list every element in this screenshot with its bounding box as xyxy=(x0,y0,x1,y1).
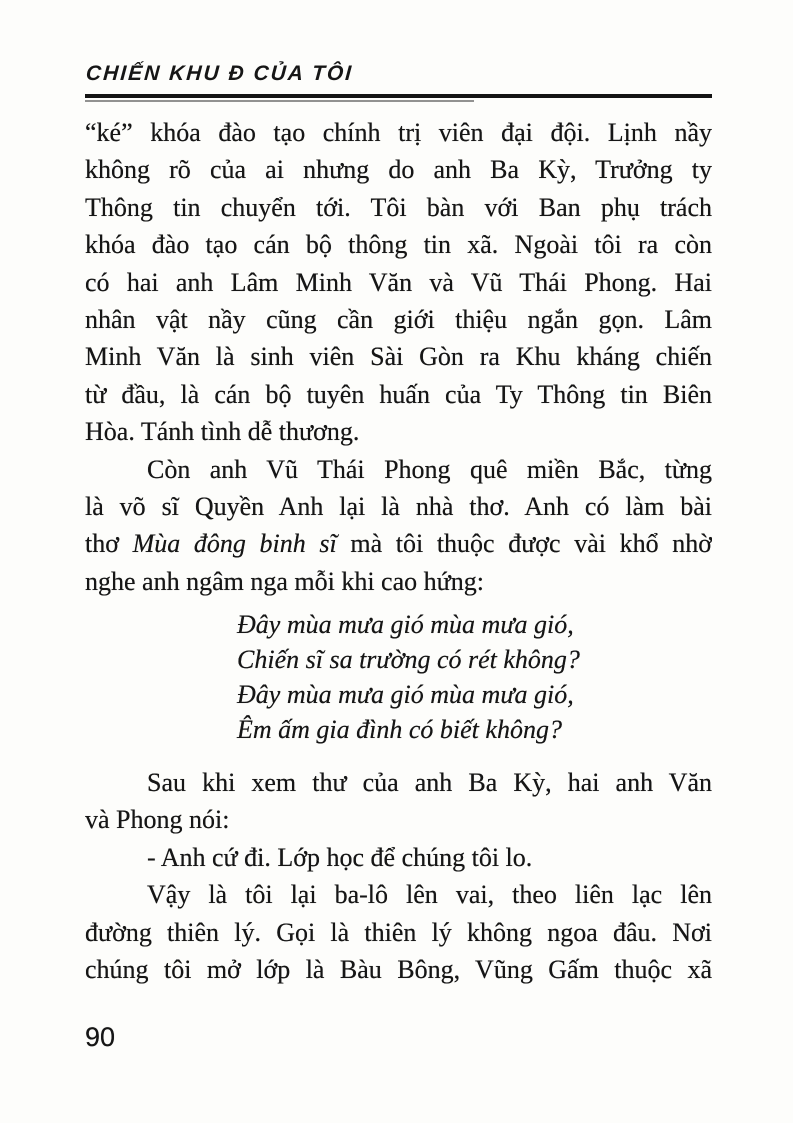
text-line: nhân vật nầy cũng cần giới thiệu ngắn gọn. Lâm xyxy=(85,304,712,334)
text-line: - Anh cứ đi. Lớp học để chúng tôi lo. xyxy=(147,842,533,872)
text-line: Thông tin chuyển tới. Tôi bàn với Ban phụ trách xyxy=(85,192,712,222)
text-line: Hòa. Tánh tình dễ thương. xyxy=(85,417,360,447)
inline-poem-title: Mùa đông binh sĩ xyxy=(132,529,337,559)
text-line: chúng tôi mở lớp là Bàu Bông, Vũng Gấm thuộc xã xyxy=(85,955,712,985)
text-line: có hai anh Lâm Minh Văn và Vũ Thái Phong. Hai xyxy=(85,267,712,297)
text-line: đường thiên lý. Gọi là thiên lý không ngoa đâu. Nơi xyxy=(85,917,712,947)
text-line: từ đầu, là cán bộ tuyên huấn của Ty Thông tin Biên xyxy=(85,379,712,409)
page-body xyxy=(85,114,712,988)
text-line: Minh Văn là sinh viên Sài Gòn ra Khu kháng chiến xyxy=(85,342,712,372)
running-title: CHIẾN KHU Đ CỦA TÔI xyxy=(85,62,354,85)
poem-line: Chiến sĩ sa trường có rét không? xyxy=(237,645,580,675)
text-line: “ké” khóa đào tạo chính trị viên đại đội. Lịnh nầy xyxy=(85,118,712,147)
text-line: Vậy là tôi lại ba-lô lên vai, theo liên lạc lên xyxy=(147,880,712,910)
header-rule xyxy=(85,94,712,98)
text-segment: mà tôi thuộc được vài khổ nhờ xyxy=(336,529,712,559)
text-line: là võ sĩ Quyền Anh lại là nhà thơ. Anh có làm bài xyxy=(85,491,712,521)
text-line: nghe anh ngâm nga mỗi khi cao hứng: xyxy=(85,566,484,596)
poem-line: Đây mùa mưa gió mùa mưa gió, xyxy=(237,610,574,640)
poem-block xyxy=(85,607,712,747)
poem-line: Êm ấm gia đình có biết không? xyxy=(237,715,562,745)
header-rule-secondary xyxy=(85,100,474,102)
text-line: và Phong nói: xyxy=(85,805,230,835)
text-line: Sau khi xem thư của anh Ba Kỳ, hai anh Văn xyxy=(147,768,712,798)
page-header xyxy=(85,62,712,102)
text-segment: thơ xyxy=(85,529,133,559)
text-line: Còn anh Vũ Thái Phong quê miền Bắc, từng xyxy=(147,454,712,484)
text-line: không rõ của ai nhưng do anh Ba Kỳ, Trưởng ty xyxy=(85,155,712,185)
text-line xyxy=(85,525,712,562)
poem-line: Đây mùa mưa gió mùa mưa gió, xyxy=(237,680,574,710)
text-line: khóa đào tạo cán bộ thông tin xã. Ngoài tôi ra còn xyxy=(85,230,712,260)
page-number: 90 xyxy=(85,1022,116,1052)
